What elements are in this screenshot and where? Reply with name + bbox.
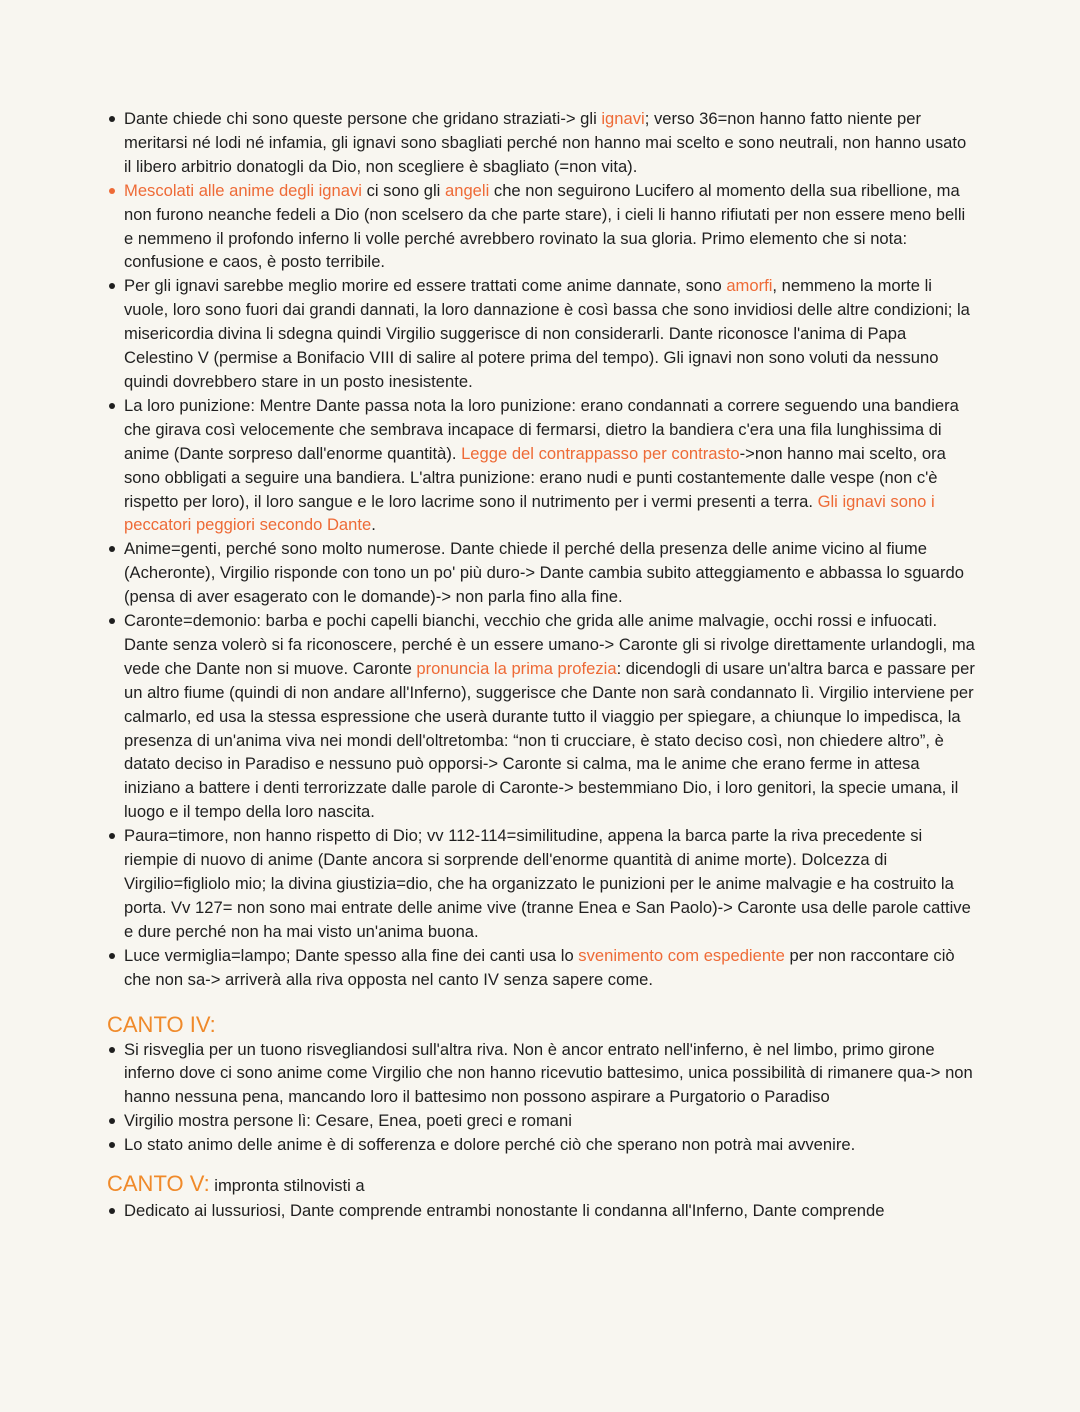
canto-iii-bullet-list: [0, 107, 976, 992]
bullet-item: [124, 1199, 976, 1223]
bullet-item: [124, 274, 976, 394]
bullet-item: [124, 394, 976, 537]
bullet-item: [124, 107, 976, 179]
bullet-text: Per gli ignavi sarebbe meglio morire ed essere trattati come anime dannate, sono: [124, 276, 727, 296]
bullet-item: [124, 179, 976, 275]
bullet-text: : dicendogli di usare un'altra barca e passare per un altro fiume (quindi di non andare all'Inferno), suggerisce che Dante non sarà condannato lì. Virgilio interviene per calmarlo, ed usa la stessa espressione che userà durante tutto il viaggio per spiegare, a chiunque lo impedisca, la presenza di un'anima viva nei mondi dell'oltretomba: “non ti crucciare, è stato deciso così, non chiedere altro”, è datato deciso in Paradiso e nessuno può opporsi-> Caronte si calma, ma le anime che erano ferme in attesa iniziano a battere i denti terrorizzate dalle parole di Caronte-> bestemmiano Dio, i loro genitori, la specie umana, il luogo e il tempo della loro nascita.: [124, 658, 975, 822]
canto-v-heading: CANTO V:: [107, 1171, 210, 1197]
canto-iv-bullet-list: [0, 1038, 976, 1158]
highlighted-text: angeli: [444, 180, 490, 200]
bullet-text: Paura=timore, non hanno rispetto di Dio; vv 112-114=similitudine, appena la barca parte la riva precedente si riempie di nuovo di anime (Dante ancora si sorprende dell'enorme quantità di anime morte). Dolcezza di Virgilio=figliolo mio; la divina giustizia=dio, che ha organizzato le punizioni per le anime malvagie e ha costruito la porta. Vv 127= non sono mai entrate delle anime vive (tranne Enea e San Paolo)-> Caronte usa delle parole cattive e dure perché non ha mai visto un'anima buona.: [124, 826, 971, 941]
bullet-item: [124, 1038, 976, 1110]
bullet-text: .: [371, 515, 376, 535]
canto-iv-heading: CANTO IV:: [107, 1011, 216, 1037]
canto-v-note: impronta stilnovisti a: [209, 1176, 365, 1196]
bullet-text: La loro punizione: Mentre Dante passa nota la loro punizione: erano condannati a correre seguendo una bandiera che girava così velocemente che sembrava incapace di fermarsi, dietro la bandiera c'era una fila lunghissima di anime (Dante sorpreso dall'enorme quantità).: [124, 395, 959, 463]
bullet-text: ->non hanno mai scelto, ora sono obbligati a seguire una bandiera. L'altra punizione: erano nudi e punti costantemente dalle vespe (non c'è rispetto per loro), il loro sangue e le loro lacrime sono il nutrimento per i vermi presenti a terra.: [124, 443, 946, 511]
highlighted-text: Mescolati alle anime degli ignavi: [124, 180, 362, 200]
canto-v-heading-line: [107, 1171, 1080, 1199]
bullet-text: Si risveglia per un tuono risvegliandosi sull'altra riva. Non è ancor entrato nell'inferno, è nel limbo, primo girone inferno dove ci sono anime come Virgilio che non hanno ricevutio battesimo, unica possibilità di rimanere qua-> non hanno nessuna pena, mancando loro il battesimo non possono aspirare a Purgatorio o Paradiso: [124, 1039, 973, 1107]
bullet-item: [124, 944, 976, 992]
highlighted-text: svenimento com espediente: [578, 945, 785, 965]
bullet-item: [124, 1109, 976, 1133]
bullet-text: Luce vermiglia=lampo; Dante spesso alla fine dei canti usa lo: [124, 945, 579, 965]
highlighted-text: amorfi: [726, 276, 773, 296]
bullet-text: Caronte=demonio: barba e pochi capelli bianchi, vecchio che grida alle anime malvagie, occhi rossi e infuocati. Dante senza volerò si fa riconoscere, perché è un essere umano-> Caronte gli si rivolge direttamente urlandogli, ma vede che Dante non si muove. Caronte: [124, 611, 975, 678]
bullet-text: Dedicato ai lussuriosi, Dante comprende entrambi nonostante li condanna all'Inferno, Dante comprende: [124, 1201, 885, 1221]
bullet-text: , nemmeno la morte li vuole, loro sono fuori dai grandi dannati, la loro dannazione è così bassa che sono invidiosi delle altre condizioni; la misericordia divina li sdegna quindi Virgilio suggerisce di non considerarli. Dante riconosce l'anima di Papa Celestino V (permise a Bonifacio VIII di salire al potere prima del tempo). Gli ignavi non sono voluti da nessuno quindi dovrebbero stare in un posto inesistente.: [124, 276, 970, 391]
bullet-text: Anime=genti, perché sono molto numerose. Dante chiede il perché della presenza delle anime vicino al fiume (Acheronte), Virgilio risponde con tono un po' più duro-> Dante cambia subito atteggiamento e abbassa lo sguardo (pensa di aver esagerato con le domande)-> non parla fino alla fine.: [124, 539, 964, 607]
bullet-text: per non raccontare ciò che non sa-> arriverà alla riva opposta nel canto IV senza sapere come.: [124, 945, 955, 989]
bullet-text: che non seguirono Lucifero al momento della sua ribellione, ma non furono neanche fedeli a Dio (non scelsero da che parte stare), i cieli li hanno rifiutati per non essere meno belli e nemmeno il profondo inferno li volle perché avrebbero rovinato la sua gloria. Primo elemento che si nota: confusione e caos, è posto terribile.: [124, 180, 966, 272]
bullet-text: Virgilio mostra persone lì: Cesare, Enea, poeti greci e romani: [124, 1111, 572, 1131]
bullet-text: Dante chiede chi sono queste persone che gridano straziati-> gli: [124, 109, 602, 128]
bullet-item: [124, 537, 976, 609]
highlighted-text: pronuncia la prima profezia: [416, 658, 617, 678]
highlighted-text: ignavi: [601, 109, 645, 128]
bullet-item: [124, 609, 976, 824]
bullet-item: [124, 1133, 976, 1157]
highlighted-text: Gli ignavi sono i peccatori peggiori secondo Dante: [124, 491, 935, 535]
canto-iv-section: [0, 1012, 1080, 1158]
bullet-item: [124, 824, 976, 944]
highlighted-text: Legge del contrappasso per contrasto: [461, 443, 740, 463]
bullet-text: Lo stato animo delle anime è di sofferenza e dolore perché ciò che sperano non potrà mai avvenire.: [124, 1135, 856, 1155]
canto-v-section: [0, 1171, 1080, 1223]
canto-v-bullet-list: [0, 1199, 976, 1223]
bullet-text: ci sono gli: [361, 180, 445, 200]
bullet-text: ; verso 36=non hanno fatto niente per meritarsi né lodi né infamia, gli ignavi sono sbagliati perché non hanno mai scelto e sono neutrali, non hanno usato il libero arbitrio donatogli da Dio, non scegliere è sbagliato (=non vita).: [124, 109, 967, 176]
